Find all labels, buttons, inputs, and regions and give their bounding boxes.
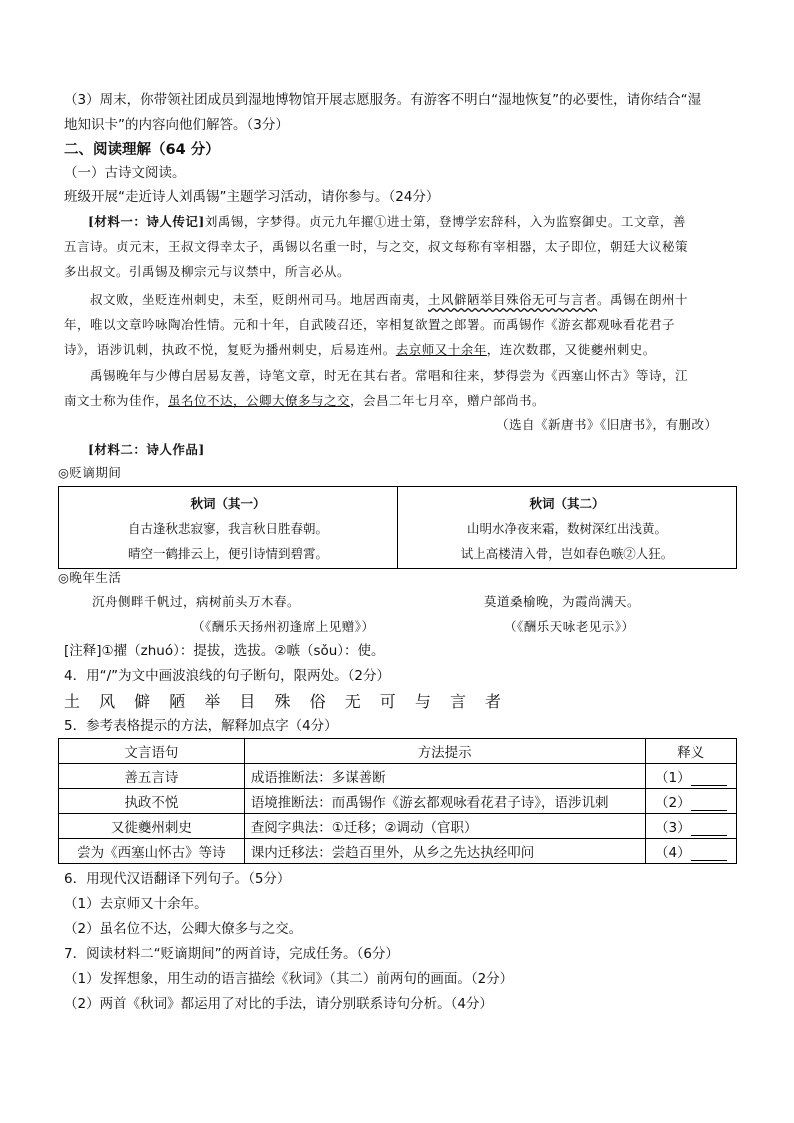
poem-title: 秋词（其一）	[190, 496, 266, 511]
material1-p1a: [材料一：诗人传记]刘禹锡，字梦得。贞元九年擢①进士第，登博学宏辞科，入为监察御史。工文章，善	[88, 214, 686, 229]
material1-p2b: 年，唯以文章吟咏陶冶性情。元和十年，自武陵召还，宰相复欲置之郎署。而禹锡作《游玄都观咏看花君子	[64, 317, 676, 332]
q6-sentence-1: （1）去京师又十余年。	[64, 896, 208, 912]
period-exile: ◎贬谪期间	[58, 465, 122, 480]
subsection-title: （一）古诗文阅读。	[64, 165, 186, 181]
activity-intro: 班级开展“走近诗人刘禹锡”主题学习活动，请你参与。（24分）	[64, 189, 440, 205]
underlined-sentence-1: 去京师又十余年	[395, 342, 487, 357]
section-title: 二、阅读理解（64 分）	[64, 142, 220, 158]
poem-line: 自古逢秋悲寂寥，我言秋日胜春朝。	[127, 521, 328, 536]
poem-autumn-1	[59, 487, 398, 569]
material1-p1b: 五言诗。贞元末，王叔文得幸太子，禹锡以名重一时，与之交，叔文每称有宰相器，太子即位，朝廷大议秘策	[64, 239, 689, 254]
table-row	[59, 814, 737, 839]
table-header-row	[59, 739, 737, 764]
material1-p3a: 禹锡晚年与少傅白居易友善，诗笔文章，时无在其右者。常唱和往来，梦得尝为《西塞山怀古》等诗，江	[90, 368, 689, 383]
q6-sentence-2: （2）虽名位不达，公卿大僚多与之交。	[64, 921, 303, 937]
header-method: 方法提示	[244, 739, 645, 764]
row-method: 课内迁移法：尝趋百里外，从乡之先达执经叩问	[244, 839, 645, 864]
poem-autumn-2	[398, 487, 737, 569]
row-method: 成语推断法：多谋善断	[244, 764, 645, 789]
answer-blank[interactable]	[691, 846, 727, 861]
poem-line: 试上高楼清入骨，岂如春色嗾②人狂。	[460, 546, 674, 561]
method-table	[58, 738, 737, 864]
table-row	[59, 789, 737, 814]
underlined-sentence-2: 虽名位不达，公卿大僚多与之交	[168, 393, 351, 408]
answer-blank[interactable]	[691, 821, 727, 836]
material1-p2c: 诗》，语涉讥刺，执政不悦，复贬为播州刺史，后易连州。去京师又十余年，连次数郡，又徙夔州刺史。	[64, 342, 656, 357]
row-answer: （1）	[645, 764, 736, 789]
header-phrase: 文言语句	[59, 739, 245, 764]
q4-sentence: 土 风 僻 陋 举 目 殊 俗 无 可 与 言 者	[64, 692, 509, 711]
header-meaning: 释义	[645, 739, 736, 764]
late-poem-1-line: 沉舟侧畔千帆过，病树前头万木春。	[92, 594, 301, 609]
row-phrase: 又徙夔州刺史	[59, 814, 245, 839]
q6-text: 6．用现代汉语翻译下列句子。（5分）	[64, 871, 291, 887]
row-phrase: 尝为《西塞山怀古》等诗	[59, 839, 245, 864]
row-phrase: 执政不悦	[59, 789, 245, 814]
row-answer: （2）	[645, 789, 736, 814]
poem-title: 秋词（其二）	[529, 496, 605, 511]
wavy-sentence: 土风僻陋举目殊俗无可与言者	[428, 292, 598, 307]
material1-p2a: 叔文败，坐贬连州刺史，未至，贬朗州司马。地居西南夷，土风僻陋举目殊俗无可与言者。禹锡在朗州十	[90, 292, 689, 307]
row-answer: （4）	[645, 839, 736, 864]
q5-text: 5．参考表格提示的方法，解释加点字（4分）	[64, 718, 338, 734]
row-method: 语境推断法：而禹锡作《游玄都观咏看花君子诗》，语涉讥刺	[244, 789, 645, 814]
material2-label: [材料二：诗人作品]	[88, 442, 205, 457]
row-answer: （3）	[645, 814, 736, 839]
material1-p1c: 多出叔文。引禹锡及柳宗元与议禁中，所言必从。	[64, 264, 351, 279]
answer-blank[interactable]	[691, 796, 727, 811]
table-row	[59, 839, 737, 864]
late-poem-1-source: （《酬乐天扬州初逢席上见赠》）	[192, 619, 375, 634]
material1-p3b: 南文士称为佳作，虽名位不达，公卿大僚多与之交，会昌二年七月卒，赠户部尚书。	[64, 393, 546, 408]
annotation-note: [注释]①擢（zhuó）：提拔，选拔。②嗾（sǒu）：使。	[64, 643, 385, 659]
answer-blank[interactable]	[691, 771, 727, 786]
row-phrase: 善五言诗	[59, 764, 245, 789]
poem-line: 山明水净夜来霜，数树深红出浅黄。	[466, 521, 667, 536]
q7-task-2: （2）两首《秋词》都运用了对比的手法，请分别联系诗句分析。（4分）	[64, 996, 493, 1012]
material1-source: （选自《新唐书》《旧唐书》，有删改）	[496, 417, 718, 432]
late-poem-2-source: （《酬乐天咏老见示》）	[504, 619, 635, 634]
poem-table	[58, 486, 737, 569]
row-method: 查阅字典法：①迁移；②调动（官职）	[244, 814, 645, 839]
q7-task-1: （1）发挥想象，用生动的语言描绘《秋词》（其二）前两句的画面。（2分）	[64, 971, 514, 987]
material1-label: [材料一：诗人传记]	[88, 214, 205, 229]
late-poem-2-line: 莫道桑榆晚，为霞尚满天。	[484, 594, 641, 609]
q4-text: 4．用“/”为文中画波浪线的句子断句，限两处。（2分）	[64, 668, 390, 684]
q3-line-1: （3）周末，你带领社团成员到湿地博物馆开展志愿服务。有游客不明白“湿地恢复”的必要性，请你结合“湿	[64, 92, 702, 108]
q7-text: 7．阅读材料二“贬谪期间”的两首诗，完成任务。（6分）	[64, 946, 399, 962]
period-late-life: ◎晚年生活	[58, 570, 122, 585]
poem-line: 晴空一鹤排云上，便引诗情到碧霄。	[127, 546, 328, 561]
q3-line-2: 地知识卡”的内容向他们解答。（3分）	[64, 117, 289, 133]
table-row	[59, 764, 737, 789]
